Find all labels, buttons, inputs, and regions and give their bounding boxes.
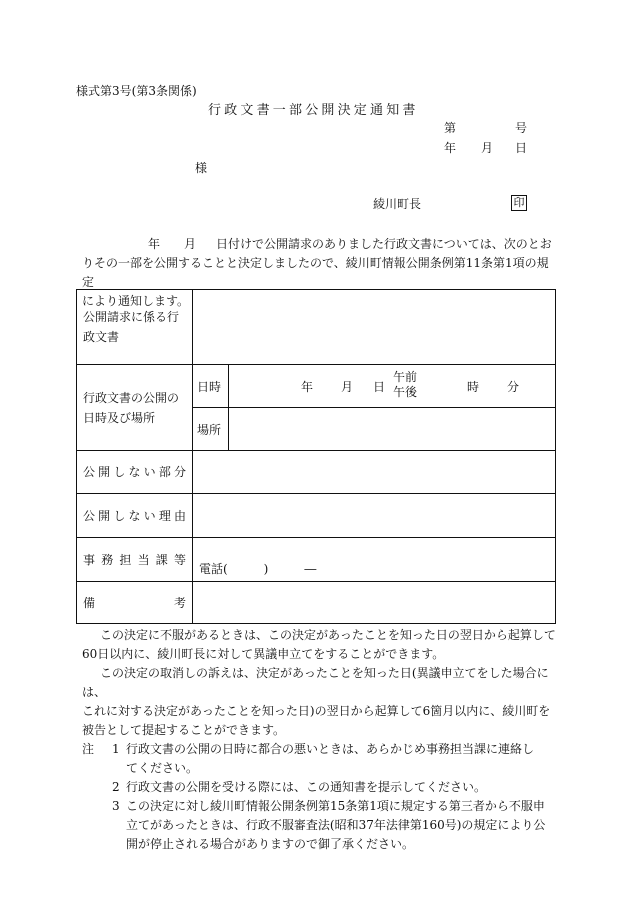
table-row: [77, 365, 556, 408]
lawsuit-notice-line1: この決定の取消しの訴えは、決定があったことを知った日(異議申立てをした場合には、: [82, 666, 549, 699]
dt-day: 日: [373, 380, 386, 394]
department-label: 事務担当課等: [77, 538, 193, 582]
number-prefix: 第: [444, 121, 457, 135]
note-1: [82, 740, 562, 778]
datetime-label: 日時: [193, 365, 229, 408]
intro-line1: 日付けで公開請求のありました行政文書については、次のとお: [216, 237, 552, 251]
seal-mark: 印: [511, 195, 527, 211]
requested-document-field[interactable]: [193, 290, 556, 365]
note-3-number: 3: [112, 799, 120, 813]
note-3: [88, 797, 562, 854]
undisclosed-part-label: 公開しない部分: [77, 451, 193, 494]
appeal-notice-line1: この決定に不服があるときは、この決定があったことを知った日の翌日から起算して: [100, 628, 556, 642]
place-label: 場所: [193, 408, 229, 451]
date-month: 月: [481, 141, 494, 155]
date-day: 日: [515, 141, 528, 155]
addressee: 様: [195, 161, 208, 175]
place-field[interactable]: [229, 408, 556, 451]
dt-minute: 分: [507, 380, 520, 394]
note-2: [88, 778, 562, 797]
intro-line2: りその一部を公開することと決定しましたので、綾川町情報公開条例第11条第1項の規定: [82, 256, 549, 289]
nondisclosure-reason-label: 公開しない理由: [77, 494, 193, 538]
note-2-text: 行政文書の公開を受ける際には、この通知書を提示してください。: [126, 780, 487, 794]
appeal-notice-line2: 60日以内に、綾川町長に対して異議申立てをすることができます。: [82, 647, 445, 661]
notes-label: 注: [82, 742, 95, 756]
notice-section: [82, 626, 562, 854]
nondisclosure-reason-field[interactable]: [193, 494, 556, 538]
dt-year: 年: [301, 380, 314, 394]
requested-document-label: 公開請求に係る行政文書: [77, 290, 193, 365]
dt-hour: 時: [467, 380, 480, 394]
document-title: 行政文書一部公開決定通知書: [208, 103, 419, 118]
remarks-field[interactable]: [193, 582, 556, 624]
table-row: [77, 582, 556, 624]
dt-month: 月: [341, 380, 354, 394]
undisclosed-part-field[interactable]: [193, 451, 556, 494]
note-2-number: 2: [112, 780, 120, 794]
table-row: [77, 494, 556, 538]
table-row: [77, 538, 556, 582]
am-pm: 午前 午後: [393, 370, 418, 399]
issuer-name: 綾川町長: [373, 197, 422, 211]
note-1-text: 行政文書の公開の日時に都合の悪いときは、あらかじめ事務担当課に連絡してください。: [126, 742, 535, 775]
phone-number: 電話( ) ―: [199, 562, 317, 576]
decision-table: [76, 289, 556, 624]
intro-line3: により通知します。: [82, 294, 190, 308]
lawsuit-notice-line2: これに対する決定があったことを知った日)の翌日から起算して6箇月以内に、綾川町を: [82, 704, 551, 718]
disclosure-datetime-place-label: 行政文書の公開の日時及び場所: [77, 365, 193, 451]
note-3-text: この決定に対し綾川町情報公開条例第15条第1項に規定する第三者から不服申立てがあったときは、行政不服審査法(昭和37年法律第160号)の規定により公開が停止される場合がありますので御了承ください。: [126, 799, 546, 851]
note-1-number: 1: [112, 742, 120, 756]
department-field[interactable]: [193, 538, 556, 582]
form-number: 様式第3号(第3条関係): [76, 84, 197, 98]
datetime-field[interactable]: [229, 365, 556, 408]
lawsuit-notice-line3: 被告として提起することができます。: [82, 723, 286, 737]
table-row: [77, 290, 556, 365]
date-year: 年: [444, 141, 457, 155]
intro-month: 月: [184, 237, 197, 251]
number-suffix: 号: [515, 121, 528, 135]
intro-year: 年: [148, 237, 161, 251]
table-row: [77, 451, 556, 494]
remarks-label: 備考: [77, 582, 193, 624]
